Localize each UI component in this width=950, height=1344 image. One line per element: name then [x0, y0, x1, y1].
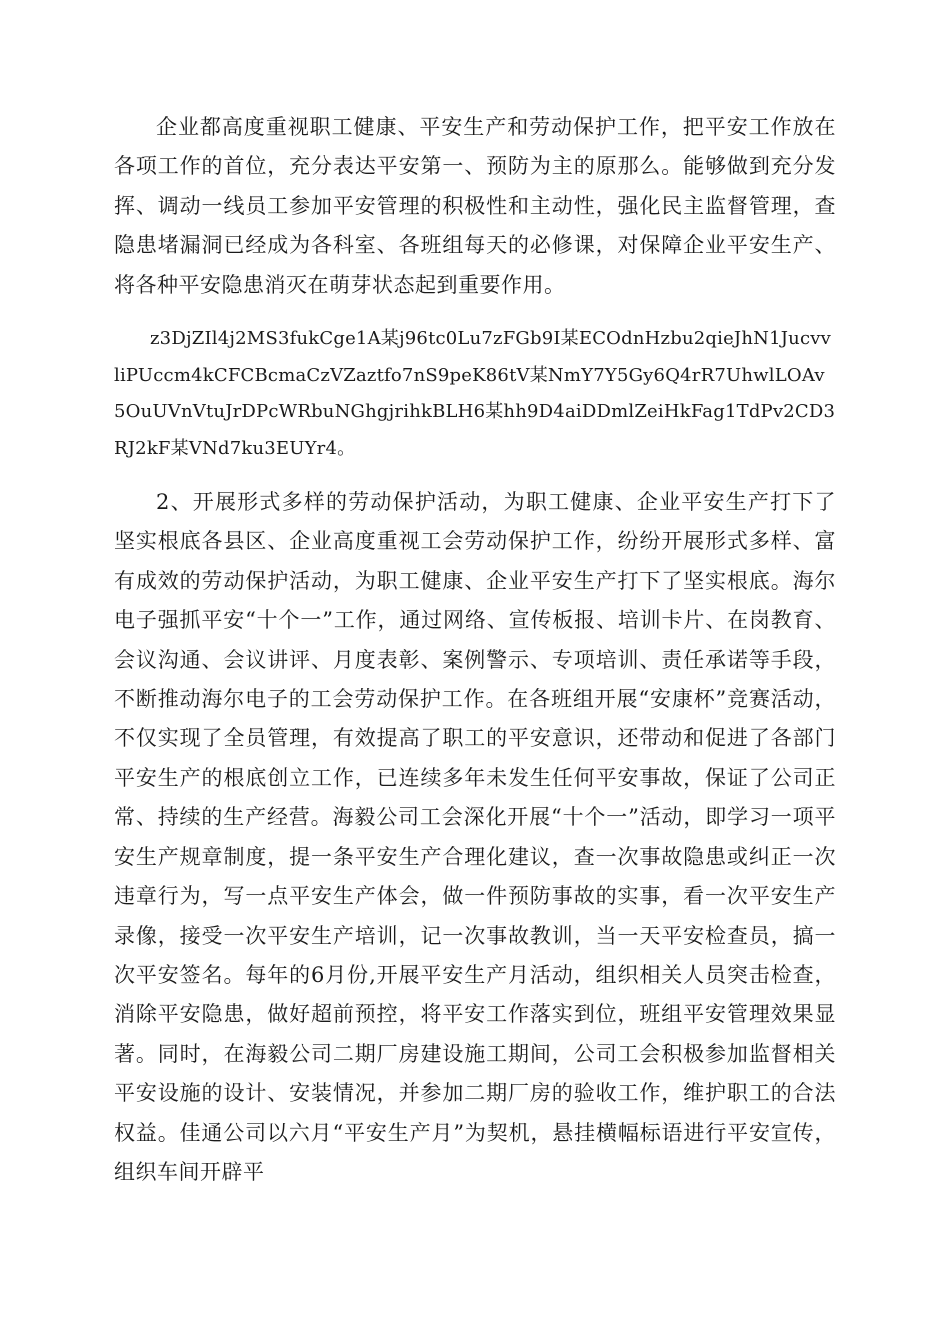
document-body — [114, 108, 836, 1192]
paragraph-safety-priority: 企业都高度重视职工健康、平安生产和劳动保护工作，把平安工作放在各项工作的首位，充分表达平安第一、预防为主的原那么。能够做到充分发挥、调动一线员工参加平安管理的积极性和主动性，强化民主监督管理，查隐患堵漏洞已经成为各科室、各班组每天的必修课，对保障企业平安生产、将各种平安隐患消灭在萌芽状态起到重要作用。 — [114, 115, 836, 297]
paragraph-encoded-string: z3DjZIl4j2MS3fukCge1A某j96tc0Lu7zFGb9I某ECOdnHzbu2qieJhN1JucvvliPUccm4kCFCBcmaCzVZaztfo7nS9peK86tV某NmY7Y5Gy6Q4rR7UhwlLOAv5OuUVnVtuJrDPcWRbuNGhgjrihkBLH6某hh9D4aiDDmlZeiHkFag1TdPv2CD3RJ2kF某VNd7ku3EUYr4。 — [114, 328, 836, 459]
paragraph-labor-protection-activities: 2、开展形式多样的劳动保护活动，为职工健康、企业平安生产打下了坚实根底各县区、企业高度重视工会劳动保护工作，纷纷开展形式多样、富有成效的劳动保护活动，为职工健康、企业平安生产打下了坚实根底。海尔电子强抓平安“十个一”工作，通过网络、宣传板报、培训卡片、在岗教育、会议沟通、会议讲评、月度表彰、案例警示、专项培训、责任承诺等手段，不断推动海尔电子的工会劳动保护工作。在各班组开展“安康杯”竞赛活动，不仅实现了全员管理，有效提高了职工的平安意识，还带动和促进了各部门平安生产的根底创立工作，已连续多年未发生任何平安事故，保证了公司正常、持续的生产经营。海毅公司工会深化开展“十个一”活动，即学习一项平安生产规章制度，提一条平安生产合理化建议，查一次事故隐患或纠正一次违章行为，写一点平安生产体会，做一件预防事故的实事，看一次平安生产录像，接受一次平安生产培训，记一次事故教训，当一天平安检查员，搞一次平安签名。每年的6月份,开展平安生产月活动，组织相关人员突击检查，消除平安隐患，做好超前预控，将平安工作落实到位，班组平安管理效果显著。同时，在海毅公司二期厂房建设施工期间，公司工会积极参加监督相关平安设施的设计、安装情况，并参加二期厂房的验收工作，维护职工的合法权益。佳通公司以六月“平安生产月”为契机，悬挂横幅标语进行平安宣传，组织车间开辟平 — [114, 490, 836, 1184]
